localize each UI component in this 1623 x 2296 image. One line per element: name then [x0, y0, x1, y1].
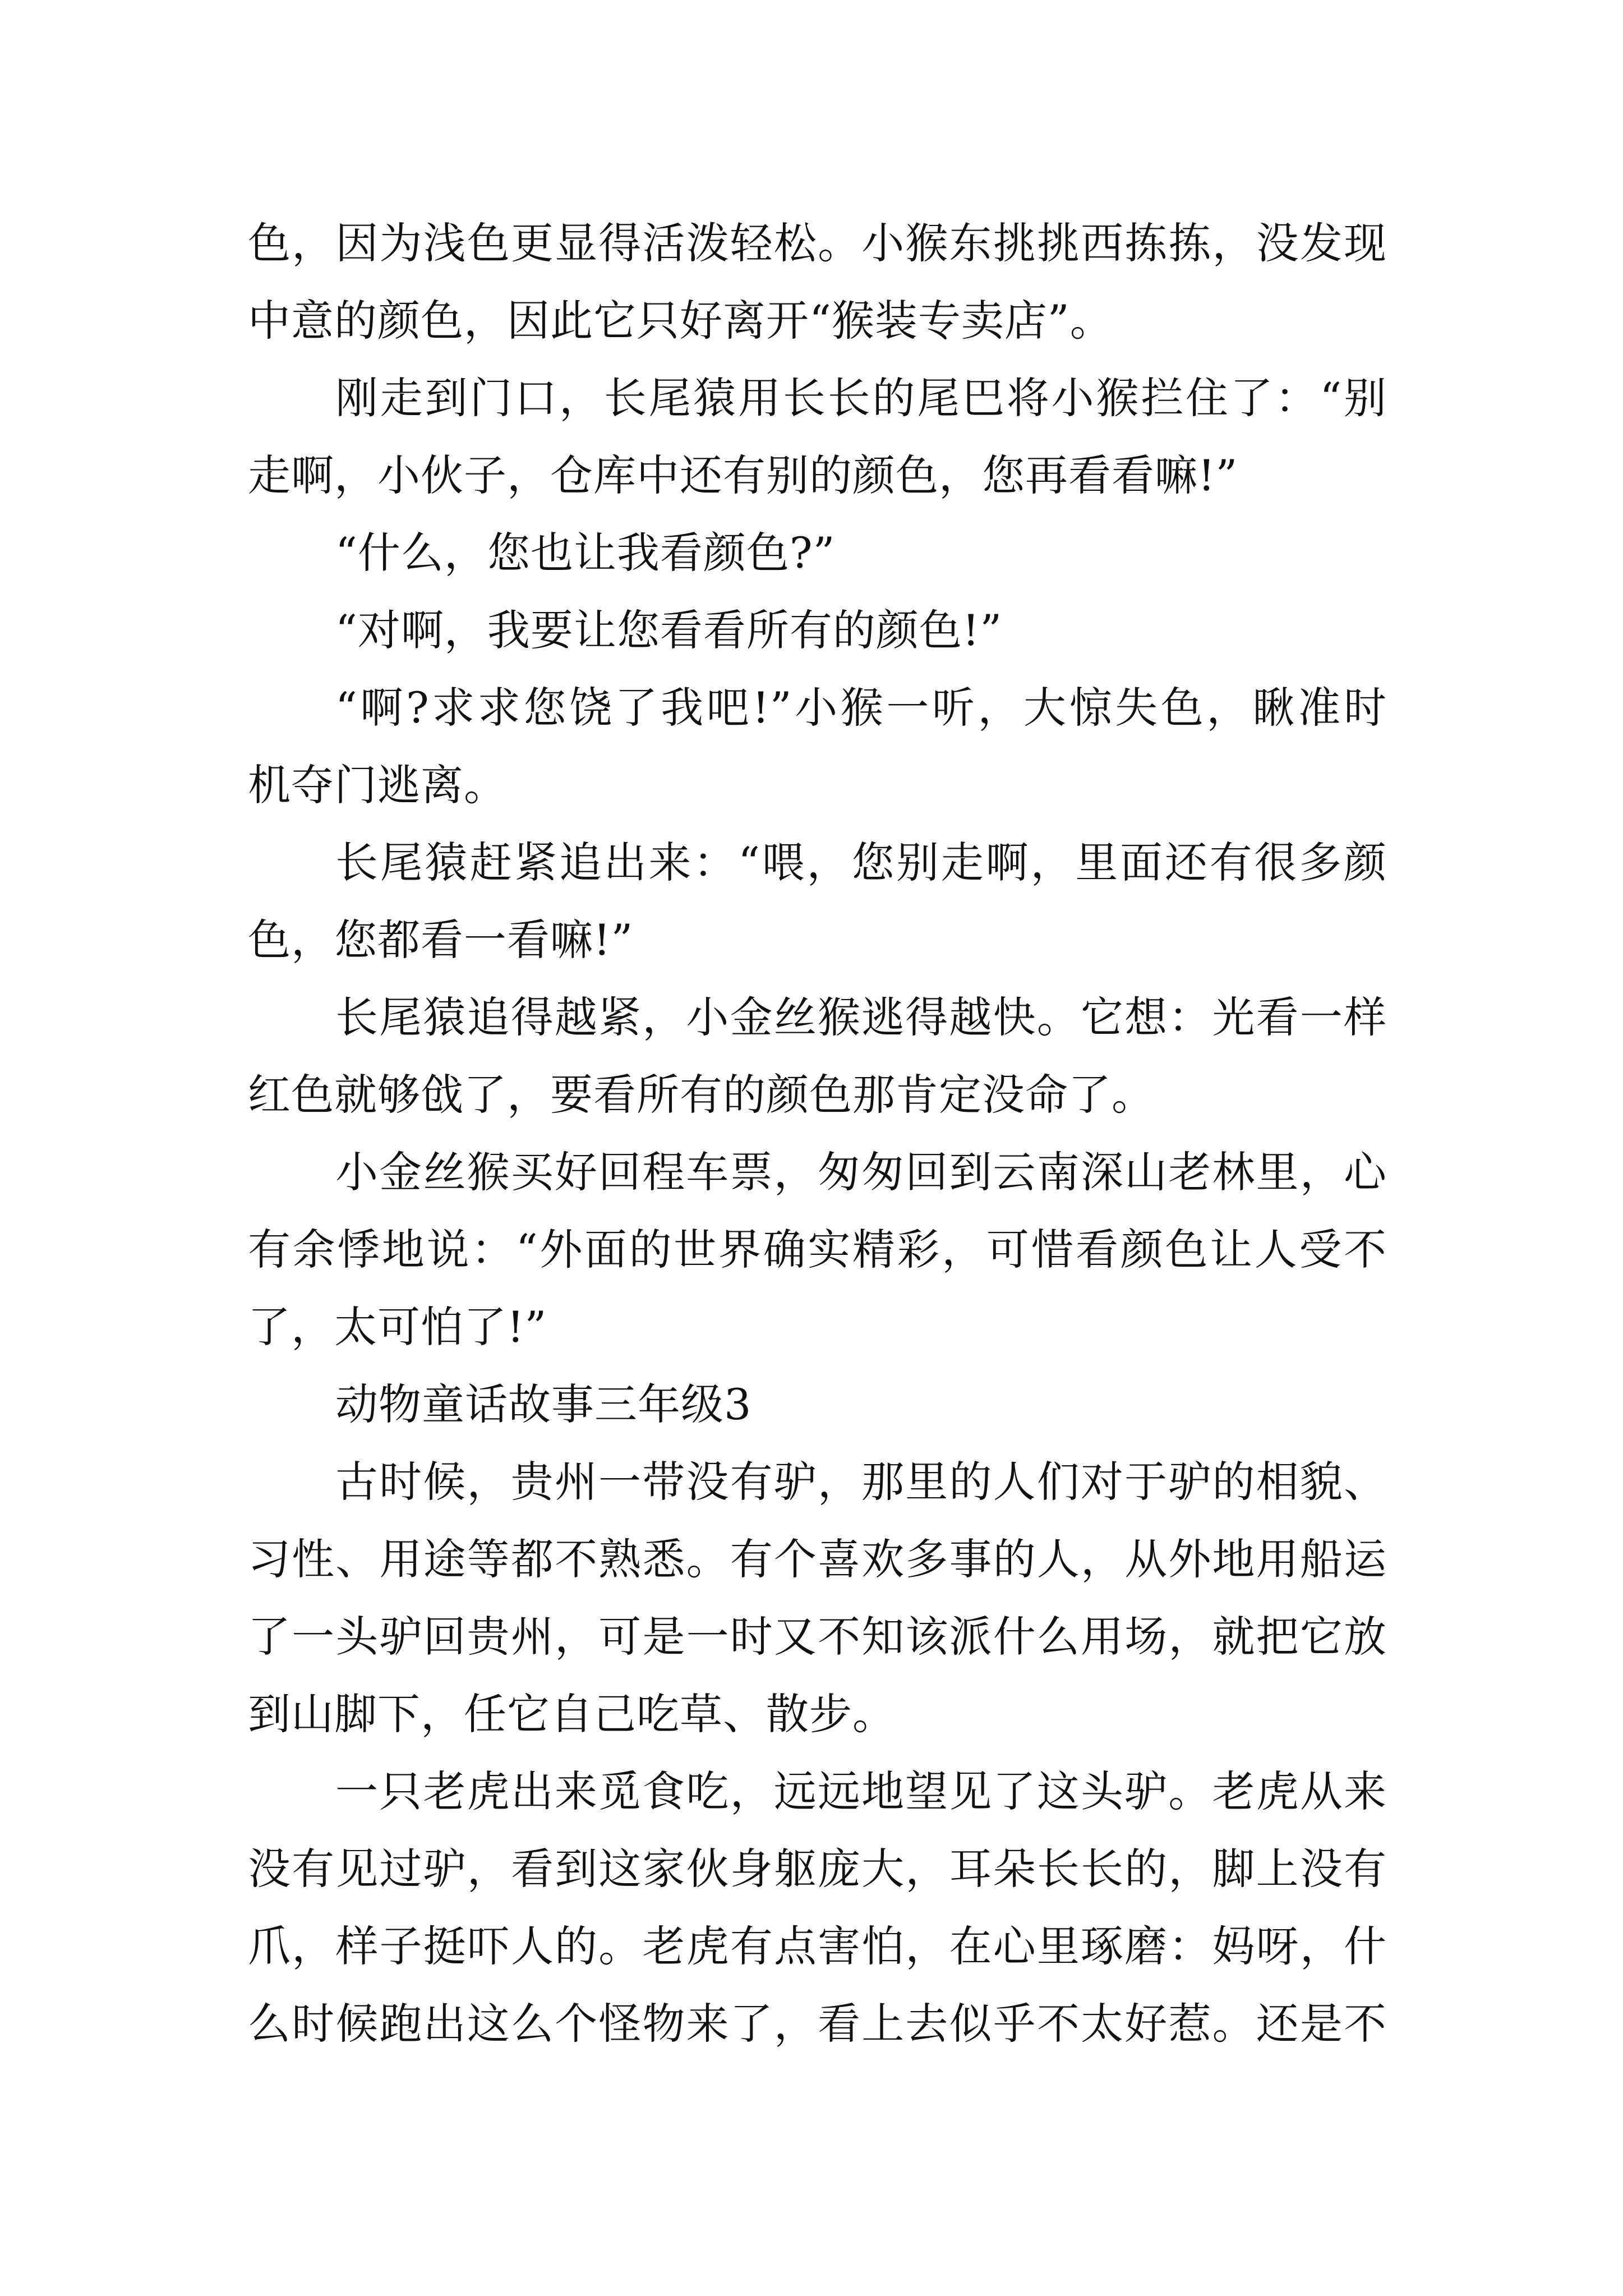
text-line: 长尾猿赶紧追出来：“喂，您别走啊，里面还有很多颜	[335, 838, 1387, 887]
text-line: 没有见过驴，看到这家伙身躯庞大，耳朵长长的，脚上没有	[248, 1844, 1387, 1894]
text-line: 到山脚下，任它自己吃草、散步。	[248, 1689, 896, 1739]
paragraph	[248, 205, 1387, 360]
text-line: 刚走到门口，长尾猿用长长的尾巴将小猴拦住了：“别	[335, 373, 1387, 423]
text-line: 机夺门逃离。	[248, 760, 507, 810]
text-line: 色，因为浅色更显得活泼轻松。小猴东挑挑西拣拣，没发现	[248, 218, 1387, 268]
text-line: 一只老虎出来觅食吃，远远地望见了这头驴。老虎从来	[335, 1766, 1387, 1816]
paragraph	[248, 592, 1387, 669]
text-line: 长尾猿追得越紧，小金丝猴逃得越快。它想：光看一样	[335, 992, 1387, 1042]
paragraph	[248, 360, 1387, 514]
text-line: 了一头驴回贵州，可是一时又不知该派什么用场，就把它放	[248, 1612, 1387, 1662]
paragraph	[248, 514, 1387, 592]
paragraph	[248, 1443, 1387, 1753]
paragraph	[248, 669, 1387, 824]
text-line: 么时候跑出这么个怪物来了，看上去似乎不太好惹。还是不	[248, 1999, 1387, 2049]
text-line: 红色就够戗了，要看所有的颜色那肯定没命了。	[248, 1070, 1155, 1120]
text-line: “啊?求求您饶了我吧!”小猴一听，大惊失色，瞅准时	[335, 683, 1387, 733]
paragraph	[248, 979, 1387, 1134]
text-line: 有余悸地说：“外面的世界确实精彩，可惜看颜色让人受不	[248, 1225, 1387, 1274]
text-line: 了，太可怕了!”	[248, 1302, 547, 1352]
text-line: 走啊，小伙子，仓库中还有别的颜色，您再看看嘛!”	[248, 450, 1238, 500]
text-line: 习性、用途等都不熟悉。有个喜欢多事的人，从外地用船运	[248, 1534, 1387, 1584]
text-line: 小金丝猴买好回程车票，匆匆回到云南深山老林里，心	[335, 1147, 1387, 1197]
section-heading: 动物童话故事三年级3	[335, 1379, 752, 1429]
document-body	[248, 205, 1387, 2063]
text-line: 色，您都看一看嘛!”	[248, 915, 634, 965]
paragraph	[248, 824, 1387, 979]
paragraph	[248, 1134, 1387, 1366]
text-line: 中意的颜色，因此它只好离开“猴装专卖店”。	[248, 296, 1113, 346]
text-line: “对啊，我要让您看看所有的颜色!”	[335, 605, 1003, 655]
text-line: 古时候，贵州一带没有驴，那里的人们对于驴的相貌、	[335, 1457, 1387, 1507]
text-line: “什么，您也让我看颜色?”	[335, 528, 836, 578]
text-line: 爪，样子挺吓人的。老虎有点害怕，在心里琢磨：妈呀，什	[248, 1921, 1387, 1971]
paragraph	[248, 1753, 1387, 2063]
